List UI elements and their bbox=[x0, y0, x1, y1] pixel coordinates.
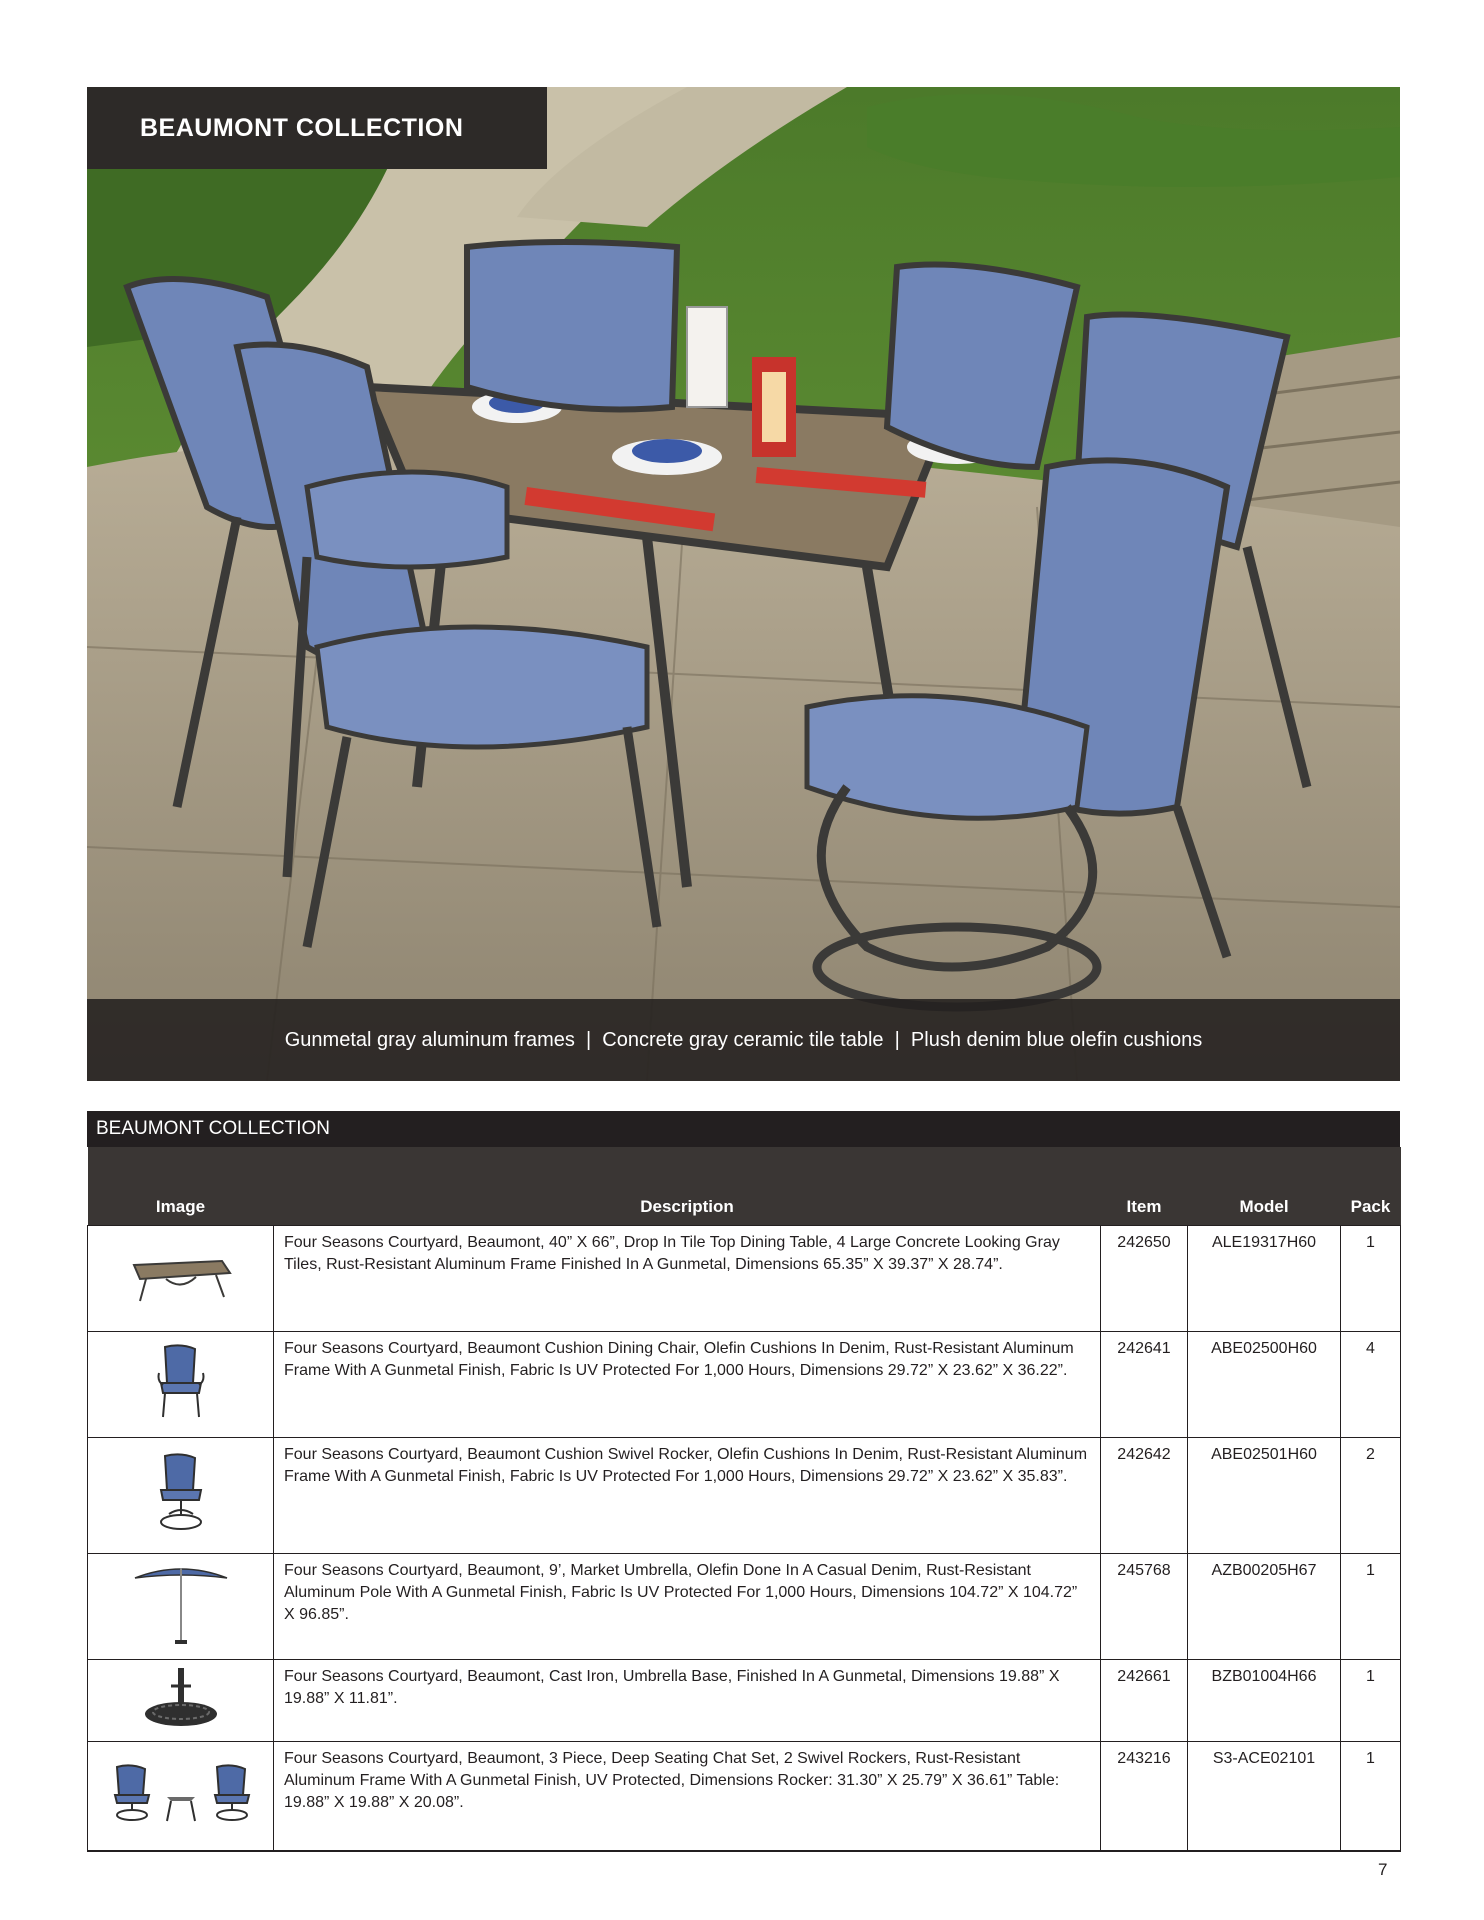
feature-caption bbox=[87, 999, 1400, 1081]
table-row bbox=[88, 1554, 1401, 1660]
collection-title: BEAUMONT COLLECTION bbox=[87, 87, 547, 169]
product-image-cell bbox=[88, 1438, 274, 1554]
product-image-cell bbox=[88, 1742, 274, 1851]
product-pack: 1 bbox=[1341, 1554, 1401, 1660]
product-model: S3-ACE02101 bbox=[1188, 1742, 1341, 1851]
product-image-cell bbox=[88, 1226, 274, 1332]
product-image-cell bbox=[88, 1332, 274, 1438]
product-model: AZB00205H67 bbox=[1188, 1554, 1341, 1660]
product-pack: 1 bbox=[1341, 1660, 1401, 1742]
product-description: Four Seasons Courtyard, Beaumont, 40” X 66”, Drop In Tile Top Dining Table, 4 Large Concrete Looking Gray Tiles, Rust-Resistant Aluminum Frame Finished In A Gunmetal, Dimensions 65.35” X 39.37” X 28.74”. bbox=[274, 1226, 1101, 1332]
header-description: Description bbox=[274, 1147, 1101, 1226]
chat-set-icon bbox=[111, 1757, 251, 1827]
patio-scene-illustration bbox=[87, 87, 1400, 1081]
dining-chair-icon bbox=[151, 1341, 211, 1421]
market-umbrella-icon bbox=[131, 1558, 231, 1648]
table-row bbox=[88, 1660, 1401, 1742]
product-item: 242650 bbox=[1101, 1226, 1188, 1332]
product-item: 242642 bbox=[1101, 1438, 1188, 1554]
page-number: 7 bbox=[1378, 1860, 1388, 1879]
product-item: 242641 bbox=[1101, 1332, 1188, 1438]
table-row bbox=[88, 1226, 1401, 1332]
swivel-rocker-icon bbox=[151, 1450, 211, 1534]
product-item: 243216 bbox=[1101, 1742, 1188, 1851]
product-pack: 4 bbox=[1341, 1332, 1401, 1438]
table-section-title: BEAUMONT COLLECTION bbox=[87, 1111, 1400, 1147]
product-pack: 1 bbox=[1341, 1742, 1401, 1851]
product-pack: 1 bbox=[1341, 1226, 1401, 1332]
product-description: Four Seasons Courtyard, Beaumont, 3 Piece, Deep Seating Chat Set, 2 Swivel Rockers, Rust-Resistant Aluminum Frame With A Gunmetal Finish, UV Protected, Dimensions Rocker: 31.30” X 25.79” X 36.61” Table: 19.88” X 19.88” X 20.08”. bbox=[274, 1742, 1101, 1851]
header-model: Model bbox=[1188, 1147, 1341, 1226]
umbrella-base-icon bbox=[141, 1664, 221, 1730]
table-row bbox=[88, 1438, 1401, 1554]
header-pack: Pack bbox=[1341, 1147, 1401, 1226]
product-description: Four Seasons Courtyard, Beaumont Cushion Swivel Rocker, Olefin Cushions In Denim, Rust-Resistant Aluminum Frame With A Gunmetal Finish, Fabric Is UV Protected For 1,000 Hours, Dimensions 29.72” X 23.62” X 35.83”. bbox=[274, 1438, 1101, 1554]
product-model: ALE19317H60 bbox=[1188, 1226, 1341, 1332]
product-description: Four Seasons Courtyard, Beaumont, Cast Iron, Umbrella Base, Finished In A Gunmetal, Dimensions 19.88” X 19.88” X 11.81”. bbox=[274, 1660, 1101, 1742]
header-image: Image bbox=[88, 1147, 274, 1226]
product-description: Four Seasons Courtyard, Beaumont Cushion Dining Chair, Olefin Cushions In Denim, Rust-Resistant Aluminum Frame With A Gunmetal Finish, Fabric Is UV Protected For 1,000 Hours, Dimensions 29.72” X 23.62” X 36.22”. bbox=[274, 1332, 1101, 1438]
product-model: ABE02500H60 bbox=[1188, 1332, 1341, 1438]
table-header-row bbox=[88, 1147, 1401, 1226]
product-image-cell bbox=[88, 1660, 274, 1742]
product-table-section bbox=[87, 1111, 1400, 1852]
product-model: BZB01004H66 bbox=[1188, 1660, 1341, 1742]
product-item: 242661 bbox=[1101, 1660, 1188, 1742]
product-pack: 2 bbox=[1341, 1438, 1401, 1554]
table-row bbox=[88, 1742, 1401, 1851]
dining-table-icon bbox=[126, 1245, 236, 1305]
table-row bbox=[88, 1332, 1401, 1438]
product-table bbox=[87, 1147, 1401, 1852]
product-description: Four Seasons Courtyard, Beaumont, 9’, Market Umbrella, Olefin Done In A Casual Denim, Rust-Resistant Aluminum Pole With A Gunmetal Finish, Fabric Is UV Protected For 1,000 Hours, Dimensions 104.72” X 104.72” X 96.85”. bbox=[274, 1554, 1101, 1660]
header-item: Item bbox=[1101, 1147, 1188, 1226]
feature-caption-text: Gunmetal gray aluminum frames | Concrete gray ceramic tile table | Plush denim blue olefin cushions bbox=[284, 1028, 1203, 1051]
product-item: 245768 bbox=[1101, 1554, 1188, 1660]
product-image-cell bbox=[88, 1554, 274, 1660]
hero-photo bbox=[87, 87, 1400, 1081]
product-model: ABE02501H60 bbox=[1188, 1438, 1341, 1554]
